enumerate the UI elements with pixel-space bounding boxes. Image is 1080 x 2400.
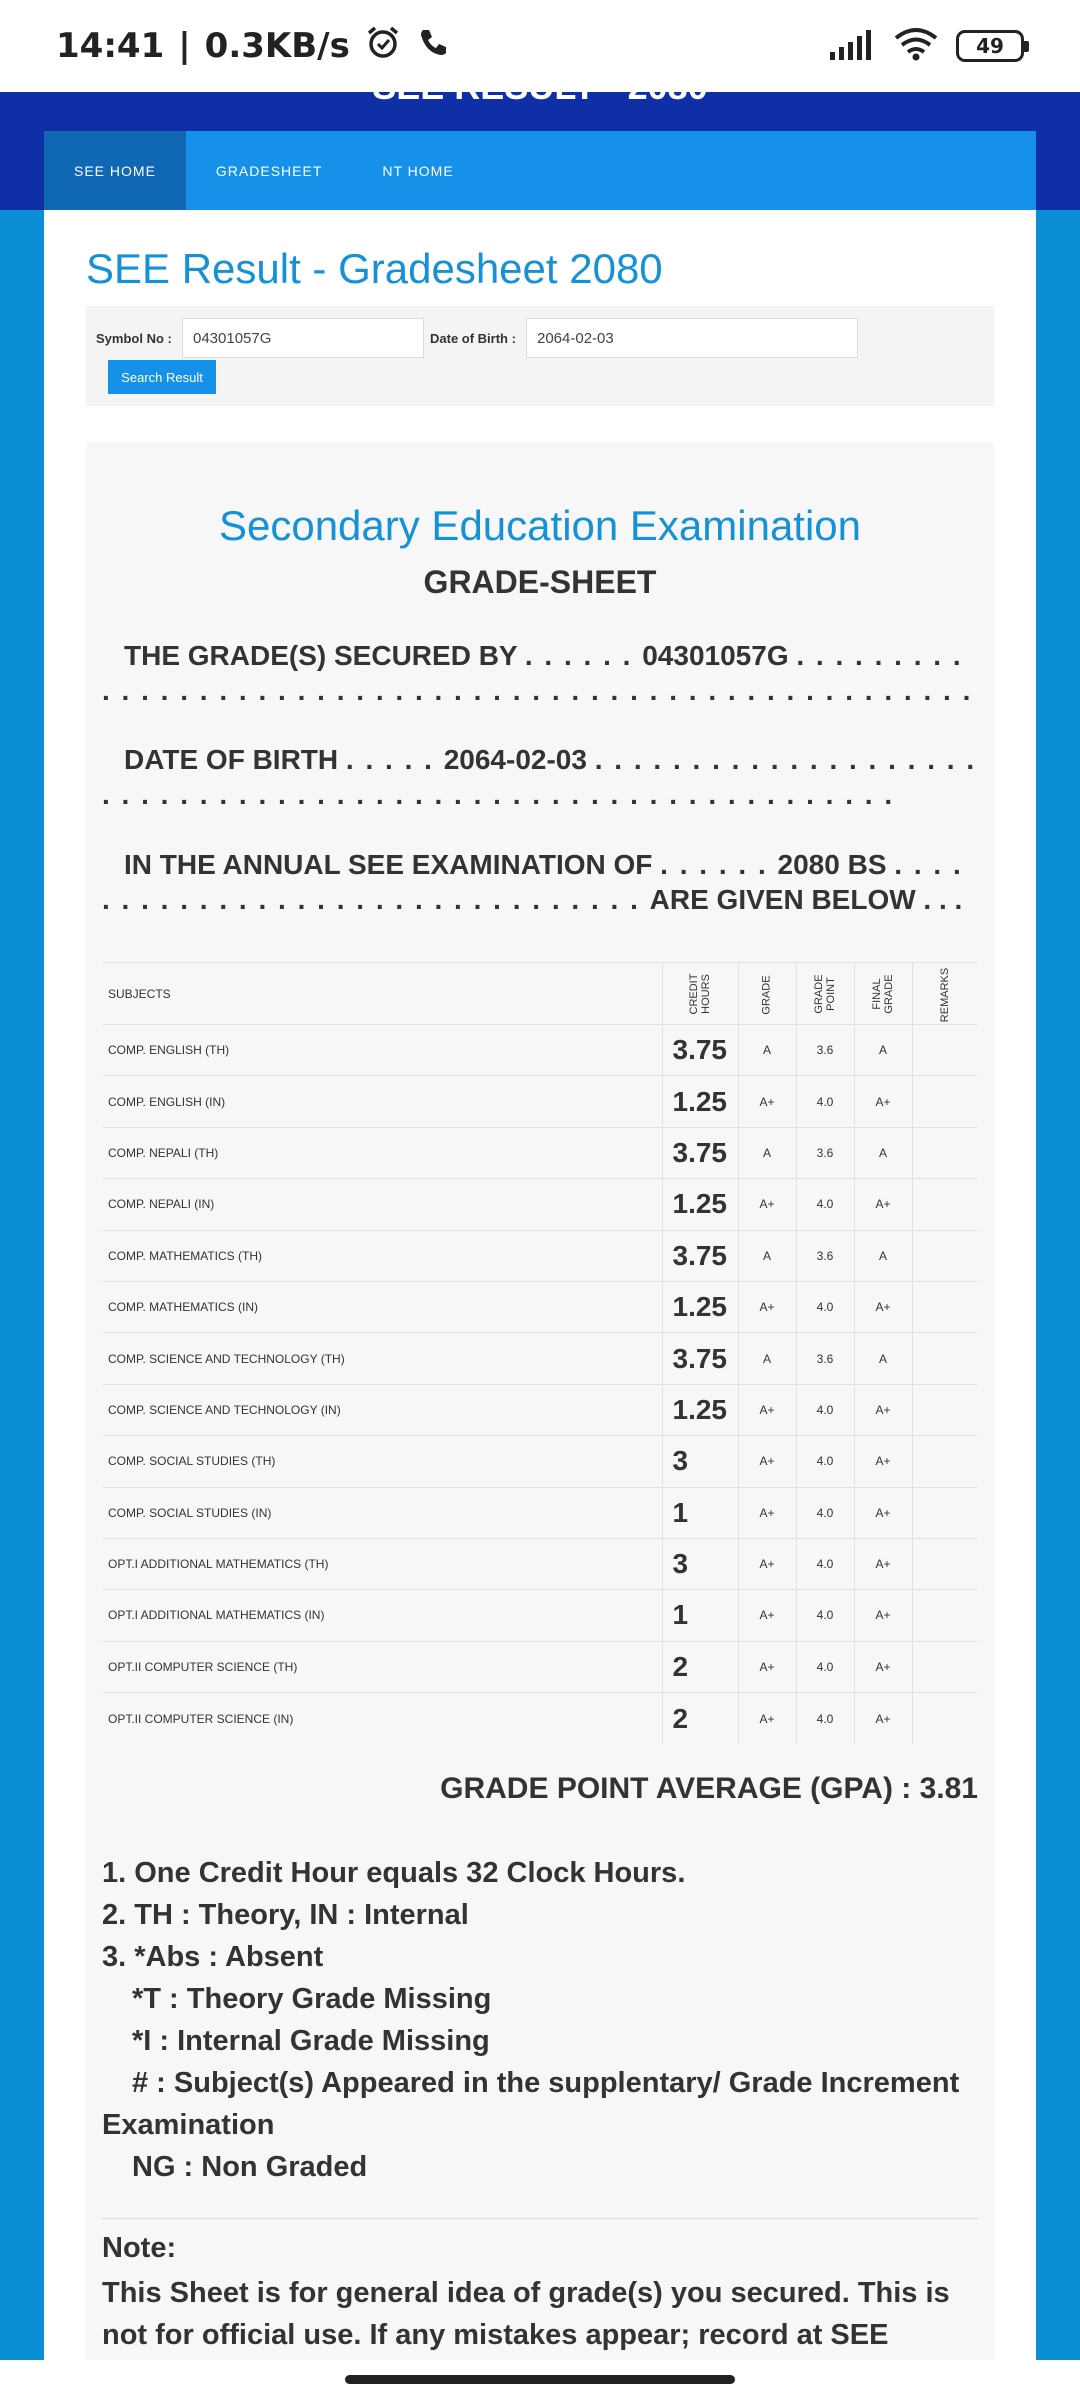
grade-point-cell: 4.0 [796,1693,854,1744]
credit-cell: 1.25 [662,1076,738,1127]
note-line: 2. TH : Theory, IN : Internal [102,1899,469,1931]
grade-point-cell: 4.0 [796,1436,854,1487]
search-form [86,306,994,406]
credit-cell: 1 [662,1487,738,1538]
grade-point-cell: 4.0 [796,1281,854,1332]
remarks-cell [912,1230,978,1281]
subject-cell: COMP. SCIENCE AND TECHNOLOGY (TH) [102,1333,662,1384]
banner-title-text: SEE RESULT - 2080 [372,66,708,107]
subject-cell: OPT.II COMPUTER SCIENCE (IN) [102,1693,662,1744]
credit-cell: 3.75 [662,1333,738,1384]
grade-cell: A+ [738,1590,796,1641]
annual-line: IN THE ANNUAL SEE EXAMINATION OF . . . . . . 2080 BS . . . . . . . . . . . . . . . . . . . . . . . . . . . . . . . . ARE GIVEN BELOW . . . [102,849,963,915]
remarks-cell [912,1693,978,1744]
nav-gradesheet[interactable]: GRADESHEET [215,162,323,179]
secured-by-label: THE GRADE(S) SECURED BY [124,640,518,671]
subject-cell: COMP. SOCIAL STUDIES (IN) [102,1487,662,1538]
clock: 14:41 [56,26,165,66]
grade-point-cell: 4.0 [796,1384,854,1435]
sheet-subtitle: GRADE-SHEET [423,564,657,600]
remarks-cell [912,1281,978,1332]
content-panel [44,210,1036,2360]
subject-cell: OPT.II COMPUTER SCIENCE (TH) [102,1641,662,1692]
final-grade-cell: A+ [854,1538,912,1589]
subject-cell: COMP. ENGLISH (IN) [102,1076,662,1127]
remarks-cell [912,1641,978,1692]
grades-body [102,1025,978,1744]
grade-cell: A+ [738,1281,796,1332]
note-line: # : Subject(s) Appeared in the supplentary/ Grade Increment [132,2067,960,2099]
table-row [102,1076,978,1127]
symbol-label: Symbol No : [96,331,172,346]
subject-cell: COMP. SOCIAL STUDIES (TH) [102,1436,662,1487]
table-row [102,1436,978,1487]
credit-cell: 3.75 [662,1127,738,1178]
credit-cell: 1.25 [662,1281,738,1332]
final-grade-cell: A+ [854,1693,912,1744]
note-line: NG : Non Graded [132,2151,368,2183]
final-grade-cell: A+ [854,1487,912,1538]
grades-table [102,962,978,1744]
note-line: *T : Theory Grade Missing [132,1983,492,2015]
navbar [44,131,1036,210]
search-result-button[interactable]: Search Result [108,360,216,394]
remarks-cell [912,1436,978,1487]
status-right [828,27,1024,66]
header-credit-hours: CREDIT HOURS [662,963,738,1025]
network-speed: 0.3KB/s [204,26,350,66]
grade-cell: A+ [738,1179,796,1230]
grade-point-cell: 3.6 [796,1230,854,1281]
grade-cell: A+ [738,1076,796,1127]
grade-cell: A+ [738,1693,796,1744]
battery-level: 49 [976,34,1004,58]
header-grade: GRADE [738,963,796,1025]
grade-point-cell: 4.0 [796,1538,854,1589]
final-grade-cell: A+ [854,1281,912,1332]
gpa: GRADE POINT AVERAGE (GPA) : 3.81 [440,1772,978,1805]
wifi-icon [894,27,938,66]
header-remarks: REMARKS [912,963,978,1025]
remarks-cell [912,1025,978,1076]
dob-input[interactable]: 2064-02-03 [526,318,858,358]
final-grade-cell: A [854,1127,912,1178]
note-line: *I : Internal Grade Missing [132,2025,490,2057]
subject-cell: COMP. SCIENCE AND TECHNOLOGY (IN) [102,1384,662,1435]
table-row [102,1179,978,1230]
table-header-row [102,963,978,1025]
dob-line-value: 2064-02-03 [443,744,587,775]
given-below: ARE GIVEN BELOW . . . [649,884,963,915]
remarks-cell [912,1538,978,1589]
note-heading: Note: [102,2232,177,2264]
header-grade-point: GRADE POINT [796,963,854,1025]
secured-by-value: 04301057G [642,640,789,671]
alarm-icon [364,23,402,70]
subject-cell: COMP. MATHEMATICS (IN) [102,1281,662,1332]
grade-point-cell: 3.6 [796,1127,854,1178]
grade-cell: A [738,1127,796,1178]
header-subjects: SUBJECTS [102,963,662,1025]
annual-label: IN THE ANNUAL SEE EXAMINATION OF [124,849,653,880]
note-line: Examination [102,2109,275,2141]
grade-cell: A [738,1333,796,1384]
grade-sheet [86,442,994,2372]
grade-cell: A [738,1230,796,1281]
credit-cell: 1.25 [662,1179,738,1230]
page-title: SEE Result - Gradesheet 2080 [86,245,663,292]
credit-cell: 1.25 [662,1384,738,1435]
dob-line: DATE OF BIRTH . . . . . 2064-02-03 . . . . . . . . . . . . . . . . . . . . . . . . . . . . . . . . . . . . . . . . . . . . . . . . . . . . . . . . . . . . . [102,744,977,810]
credit-cell: 2 [662,1693,738,1744]
grade-point-cell: 4.0 [796,1487,854,1538]
table-row [102,1127,978,1178]
table-row [102,1025,978,1076]
grade-cell: A+ [738,1436,796,1487]
grade-cell: A+ [738,1384,796,1435]
table-row [102,1487,978,1538]
credit-cell: 3.75 [662,1025,738,1076]
legend-notes [102,1852,978,2188]
table-row [102,1281,978,1332]
grade-cell: A [738,1025,796,1076]
subject-cell: COMP. NEPALI (TH) [102,1127,662,1178]
signal-icon [828,28,876,65]
grade-cell: A+ [738,1487,796,1538]
grade-cell: A+ [738,1538,796,1589]
final-grade-cell: A+ [854,1641,912,1692]
remarks-cell [912,1590,978,1641]
remarks-cell [912,1487,978,1538]
home-indicator[interactable] [345,2375,735,2384]
remarks-cell [912,1179,978,1230]
symbol-input[interactable]: 04301057G [182,318,424,358]
final-grade-cell: A+ [854,1076,912,1127]
header-final-grade: FINAL GRADE [854,963,912,1025]
nav-nt-home[interactable]: NT HOME [382,162,454,179]
phone-icon [416,26,448,67]
remarks-cell [912,1333,978,1384]
final-grade-cell: A+ [854,1384,912,1435]
table-row [102,1693,978,1744]
table-row [102,1384,978,1435]
table-row [102,1590,978,1641]
final-grade-cell: A+ [854,1436,912,1487]
grade-cell: A+ [738,1641,796,1692]
credit-cell: 3.75 [662,1230,738,1281]
separator: | [178,26,191,66]
status-left [56,23,448,70]
grade-point-cell: 3.6 [796,1025,854,1076]
exam-title: Secondary Education Examination [218,502,862,549]
note-body: This Sheet is for general idea of grade(s) you secured. This is not for official use. If any mistakes appear; record at SEE [102,2277,950,2351]
credit-cell: 3 [662,1538,738,1589]
grade-point-cell: 4.0 [796,1641,854,1692]
credit-cell: 3 [662,1436,738,1487]
remarks-cell [912,1127,978,1178]
subject-cell: COMP. NEPALI (IN) [102,1179,662,1230]
final-grade-cell: A+ [854,1590,912,1641]
credit-cell: 1 [662,1590,738,1641]
final-grade-cell: A [854,1025,912,1076]
remarks-cell [912,1076,978,1127]
divider [102,2218,978,2219]
dob-line-label: DATE OF BIRTH [124,744,339,775]
nav-see-home[interactable]: SEE HOME [44,131,186,210]
table-row [102,1333,978,1384]
dob-label: Date of Birth : [430,331,516,346]
credit-cell: 2 [662,1641,738,1692]
grade-point-cell: 4.0 [796,1590,854,1641]
banner-title [0,66,1080,107]
final-grade-cell: A [854,1230,912,1281]
secured-by-line: THE GRADE(S) SECURED BY . . . . . . 04301057G . . . . . . . . . . . . . . . . . . . . . . . . . . . . . . . . . . . . . . . . . . . . . . . . . . . . . . [102,640,973,706]
note-line: 3. *Abs : Absent [102,1941,324,1973]
remarks-cell [912,1384,978,1435]
grade-point-cell: 4.0 [796,1076,854,1127]
table-row [102,1230,978,1281]
battery-indicator [956,30,1024,62]
subject-cell: COMP. MATHEMATICS (TH) [102,1230,662,1281]
annual-value: 2080 BS [777,849,887,880]
final-grade-cell: A [854,1333,912,1384]
subject-cell: COMP. ENGLISH (TH) [102,1025,662,1076]
grade-point-cell: 3.6 [796,1333,854,1384]
note-line: 1. One Credit Hour equals 32 Clock Hours. [102,1857,686,1889]
grade-point-cell: 4.0 [796,1179,854,1230]
final-grade-cell: A+ [854,1179,912,1230]
table-row [102,1538,978,1589]
subject-cell: OPT.I ADDITIONAL MATHEMATICS (TH) [102,1538,662,1589]
subject-cell: OPT.I ADDITIONAL MATHEMATICS (IN) [102,1590,662,1641]
table-row [102,1641,978,1692]
